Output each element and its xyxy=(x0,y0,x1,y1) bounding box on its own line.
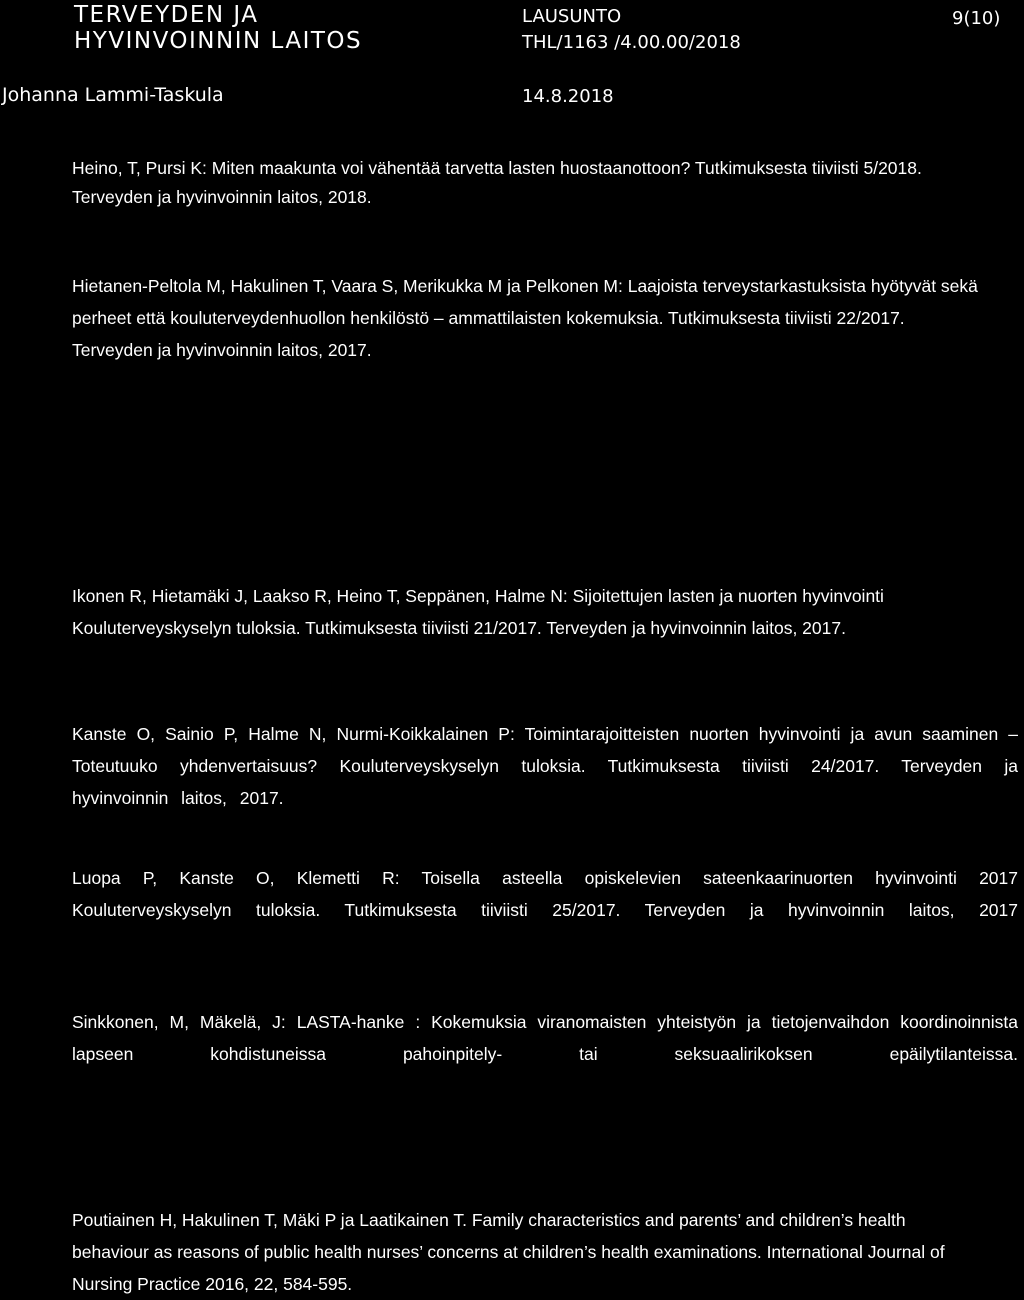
reference-hietanen-peltola xyxy=(72,270,1020,366)
reference-line: behaviour as reasons of public health nurses’ concerns at children’s health examinations. International Journal of xyxy=(72,1242,945,1262)
organization-name-line-2: HYVINVOINNIN LAITOS xyxy=(74,28,363,54)
reference-line: perheet että kouluterveydenhuollon henkilöstö – ammattilaisten kokemuksia. Tutkimuksesta tiiviisti 22/2017. xyxy=(72,308,905,328)
reference-line: hyvinvoinnin laitos, 2017. xyxy=(72,788,284,808)
organization-name xyxy=(74,2,362,54)
reference-line: lapseen kohdistuneissa pahoinpitely- tai seksuaalirikoksen epäilytilanteissa. xyxy=(72,1044,1018,1064)
reference-kanste xyxy=(72,718,1018,814)
reference-line: Kouluterveyskyselyn tuloksia. Tutkimuksesta tiiviisti 25/2017. Terveyden ja hyvinvoinnin laitos, 2017 xyxy=(72,900,1018,920)
reference-line: Kanste O, Sainio P, Halme N, Nurmi-Koikkalainen P: Toimintarajoitteisten nuorten hyvinvointi ja avun saaminen – xyxy=(72,724,1018,744)
document-date: 14.8.2018 xyxy=(522,86,614,107)
reference-line: Kouluterveyskyselyn tuloksia. Tutkimuksesta tiiviisti 21/2017. Terveyden ja hyvinvoinnin laitos, 2017. xyxy=(72,618,846,638)
reference-ikonen xyxy=(72,580,1020,644)
reference-line: Nursing Practice 2016, 22, 584-595. xyxy=(72,1274,353,1294)
reference-line: Toteutuuko yhdenvertaisuus? Kouluterveyskyselyn tuloksia. Tutkimuksesta tiiviisti 24/2017. Terveyden ja xyxy=(72,756,1018,776)
reference-line: Heino, T, Pursi K: Miten maakunta voi vähentää tarvetta lasten huostaanottoon? Tutkimuksesta tiiviisti 5/2018. xyxy=(72,158,922,178)
reference-heino xyxy=(72,154,1020,212)
author-name: Johanna Lammi-Taskula xyxy=(2,84,224,106)
reference-line: Poutiainen H, Hakulinen T, Mäki P ja Laatikainen T. Family characteristics and parents’ and children’s health xyxy=(72,1210,906,1230)
reference-luopa xyxy=(72,862,1018,926)
reference-line: Terveyden ja hyvinvoinnin laitos, 2017. xyxy=(72,340,372,360)
document-reference: THL/1163 /4.00.00/2018 xyxy=(522,32,741,53)
reference-line: Luopa P, Kanste O, Klemetti R: Toisella asteella opiskelevien sateenkaarinuorten hyvinvointi 2017 xyxy=(72,868,1018,888)
reference-line: Sinkkonen, M, Mäkelä, J: LASTA-hanke : Kokemuksia viranomaisten yhteistyön ja tietojenvaihdon koordinoinnista xyxy=(72,1012,1018,1032)
reference-line: Terveyden ja hyvinvoinnin laitos, 2018. xyxy=(72,187,372,207)
page-number: 9(10) xyxy=(952,8,1001,29)
reference-line: Ikonen R, Hietamäki J, Laakso R, Heino T, Seppänen, Halme N: Sijoitettujen lasten ja nuorten hyvinvointi xyxy=(72,586,884,606)
reference-poutiainen xyxy=(72,1204,1020,1300)
organization-name-line-1: TERVEYDEN JA xyxy=(74,2,259,28)
reference-line: Hietanen-Peltola M, Hakulinen T, Vaara S, Merikukka M ja Pelkonen M: Laajoista terveystarkastuksista hyötyvät sekä xyxy=(72,276,978,296)
reference-sinkkonen xyxy=(72,1006,1018,1070)
document-type: LAUSUNTO xyxy=(522,6,622,27)
